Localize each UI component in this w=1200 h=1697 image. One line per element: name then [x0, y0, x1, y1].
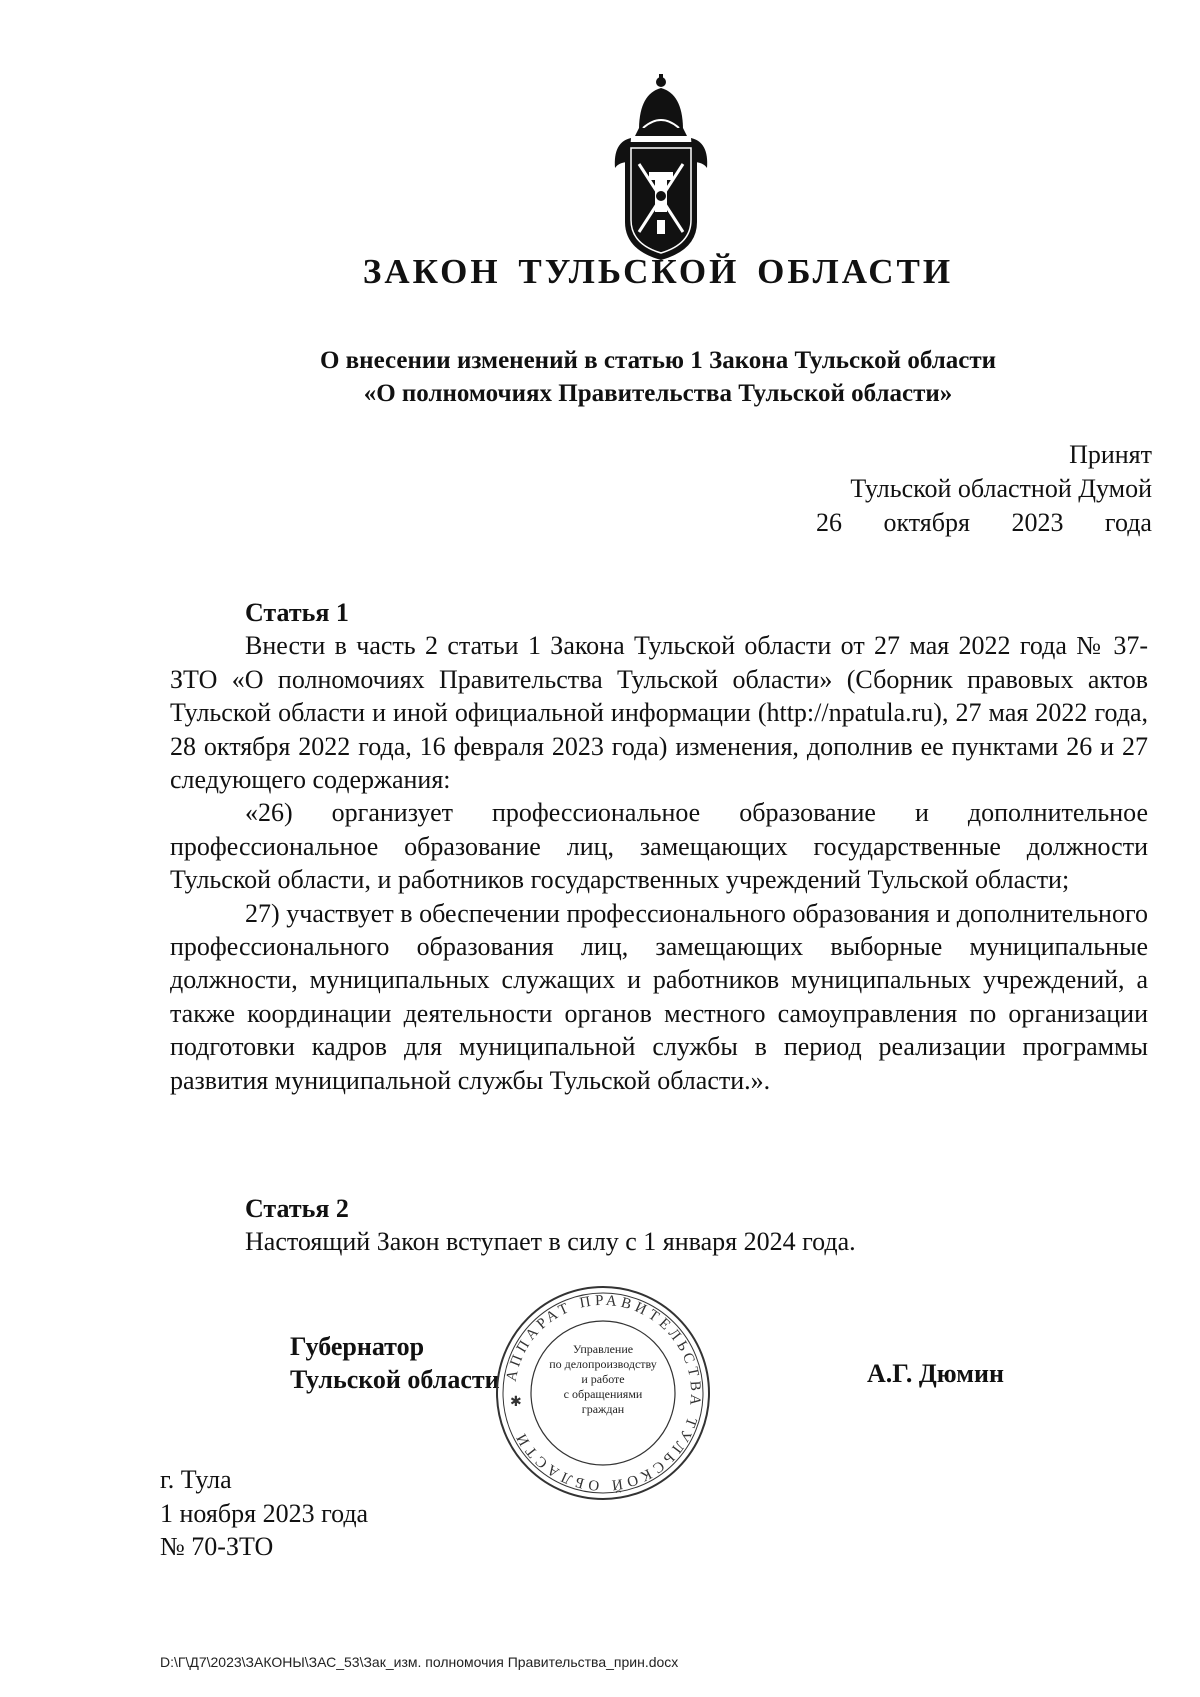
seal-center-text	[514, 1342, 692, 1417]
seal-center-line: и работе	[581, 1372, 625, 1386]
signing-date: 1 ноября 2023 года	[160, 1498, 369, 1528]
signatory-title	[290, 1330, 500, 1396]
subtitle-line-1: О внесении изменений в статью 1 Закона Тульской области	[319, 347, 997, 374]
article-2	[170, 1192, 1148, 1259]
file-path-footer: D:\Г\Д7\2023\ЗАКОНЫ\ЗАС_53\Зак_изм. полномочия Правительства_прин.docx	[160, 1654, 679, 1670]
adoption-line-1: Принят	[1069, 440, 1152, 469]
adoption-line-2: Тульской областной Думой	[850, 474, 1152, 503]
article-1	[170, 596, 1148, 1097]
seal-center-line: по делопроизводству	[549, 1357, 657, 1371]
coat-of-arms-emblem	[605, 72, 717, 262]
seal-center-line: Управление	[572, 1342, 634, 1356]
seal-center-line: с обращениями	[563, 1387, 643, 1401]
law-number: № 70-ЗТО	[160, 1532, 274, 1561]
adoption-date	[816, 506, 1152, 540]
subtitle-line-2: «О полномочиях Правительства Тульской области»	[363, 380, 953, 407]
seal-ring-text: АППАРАТ ПРАВИТЕЛЬСТВА ТУЛЬСКОЙ ОБЛАСТИ	[503, 1292, 704, 1494]
signatory-name: А.Г. Дюмин	[867, 1359, 1004, 1388]
law-subtitle	[250, 344, 1066, 410]
seal-center-line: граждан	[581, 1402, 625, 1416]
signatory-title-line-1: Губернатор	[290, 1332, 425, 1361]
law-title: ЗАКОН ТУЛЬСКОЙ ОБЛАСТИ	[362, 252, 954, 291]
article-paragraph: Внести в часть 2 статьи 1 Закона Тульской области от 27 мая 2022 года № 37-ЗТО «О полномочиях Правительства Тульской области» (Сборник правовых актов Тульской области и иной официальной информации (http://npatula.ru), 27 мая 2022 года, 28 октября 2022 года, 16 февраля 2023 года) изменения, дополнив ее пунктами 26 и 27 следующего содержания:	[170, 631, 1148, 795]
city: г. Тула	[160, 1465, 232, 1494]
adoption-block	[816, 438, 1152, 540]
article-heading: Статья 1	[245, 598, 349, 627]
adoption-year-word: года	[1104, 508, 1152, 537]
article-paragraph: «26) организует профессиональное образование и дополнительное профессиональное образование лиц, замещающих государственные должности Тульской области, и работников государственных учреждений Тульской области;	[170, 798, 1148, 895]
adoption-month: октября	[883, 508, 970, 537]
adoption-day: 26	[816, 508, 842, 537]
article-paragraph: 27) участвует в обеспечении профессионального образования и дополнительного профессионального образования лиц, замещающих выборные муниципальные должности, муниципальных служащих и работников муниципальных учреждений, а также координации деятельности органов местного самоуправления по организации подготовки кадров для муниципальной службы в период реализации программы развития муниципальной службы Тульской области.».	[170, 898, 1148, 1095]
seal-star-icon: ✱	[510, 1395, 522, 1410]
article-paragraph: Настоящий Закон вступает в силу с 1 января 2024 года.	[245, 1227, 856, 1257]
signatory-title-line-2: Тульской области	[290, 1365, 500, 1394]
article-heading: Статья 2	[245, 1194, 349, 1223]
adoption-year: 2023	[1011, 508, 1064, 537]
place-date-block	[160, 1463, 368, 1564]
